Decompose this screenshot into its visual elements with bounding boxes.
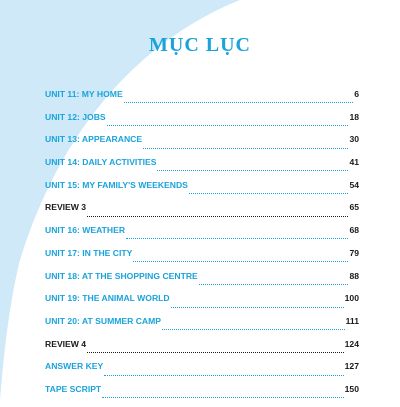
toc-entry[interactable] [45,293,359,316]
toc-entry-page-number: 79 [349,247,359,258]
toc-leader-dots [107,124,349,126]
toc-entry[interactable] [45,134,359,157]
toc-leader-dots [124,101,354,103]
toc-entry-label: UNIT 19: THE ANIMAL WORLD [45,293,170,304]
toc-entry-page-number: 111 [345,315,359,326]
toc-leader-dots [104,374,343,376]
toc-leader-dots [133,260,348,262]
toc-entry[interactable] [45,89,359,112]
toc-entry-label: UNIT 13: APPEARANCE [45,134,143,145]
toc-entry[interactable] [45,361,359,384]
toc-entry[interactable] [45,384,359,407]
toc-entry-label: TAPE SCRIPT [45,383,102,394]
toc-entry-label: UNIT 15: MY FAMILY'S WEEKENDS [45,179,188,190]
toc-entry-label: REVIEW 4 [45,338,87,349]
toc-entry-page-number: 124 [344,338,359,349]
toc-leader-dots [171,306,344,308]
toc-entry-label: UNIT 20: AT SUMMER CAMP [45,315,162,326]
toc-entry-page-number: 88 [349,270,359,281]
toc-entry-page-number: 150 [344,383,359,394]
toc-entry-page-number: 6 [354,89,359,99]
toc-leader-dots [143,147,348,149]
toc-entry[interactable] [45,271,359,294]
toc-leader-dots [87,215,348,217]
toc-entry[interactable] [45,157,359,180]
toc-entry-label: REVIEW 3 [45,202,87,213]
table-of-contents [45,89,359,407]
toc-entry-label: UNIT 18: AT THE SHOPPING CENTRE [45,270,198,281]
toc-entry-page-number: 127 [344,361,359,372]
toc-entry-label: ANSWER KEY [45,361,104,372]
toc-leader-dots [157,169,348,171]
toc-entry-label: UNIT 16: WEATHER [45,225,126,236]
toc-entry-page-number: 54 [349,179,359,190]
toc-entry[interactable] [45,202,359,225]
toc-entry[interactable] [45,316,359,339]
toc-leader-dots [87,351,344,353]
toc-leader-dots [162,328,345,330]
toc-entry[interactable] [45,339,359,362]
toc-entry-page-number: 41 [349,157,359,168]
toc-entry-page-number: 65 [349,202,359,213]
toc-entry-label: UNIT 11: MY HOME [45,89,123,99]
toc-entry-page-number: 30 [349,134,359,145]
toc-entry[interactable] [45,248,359,271]
toc-leader-dots [126,237,348,239]
toc-entry[interactable] [45,225,359,248]
toc-leader-dots [189,192,349,194]
page-title: MỤC LỤC [149,34,251,56]
toc-entry-label: UNIT 12: JOBS [45,111,106,122]
toc-entry[interactable] [45,112,359,135]
toc-leader-dots [102,396,343,398]
toc-entry-page-number: 68 [349,225,359,236]
toc-leader-dots [199,283,349,285]
toc-entry-page-number: 100 [344,293,359,304]
toc-entry-label: UNIT 14: DAILY ACTIVITIES [45,157,157,168]
toc-entry-page-number: 18 [349,111,359,122]
toc-entry-label: UNIT 17: IN THE CITY [45,247,133,258]
toc-entry[interactable] [45,180,359,203]
